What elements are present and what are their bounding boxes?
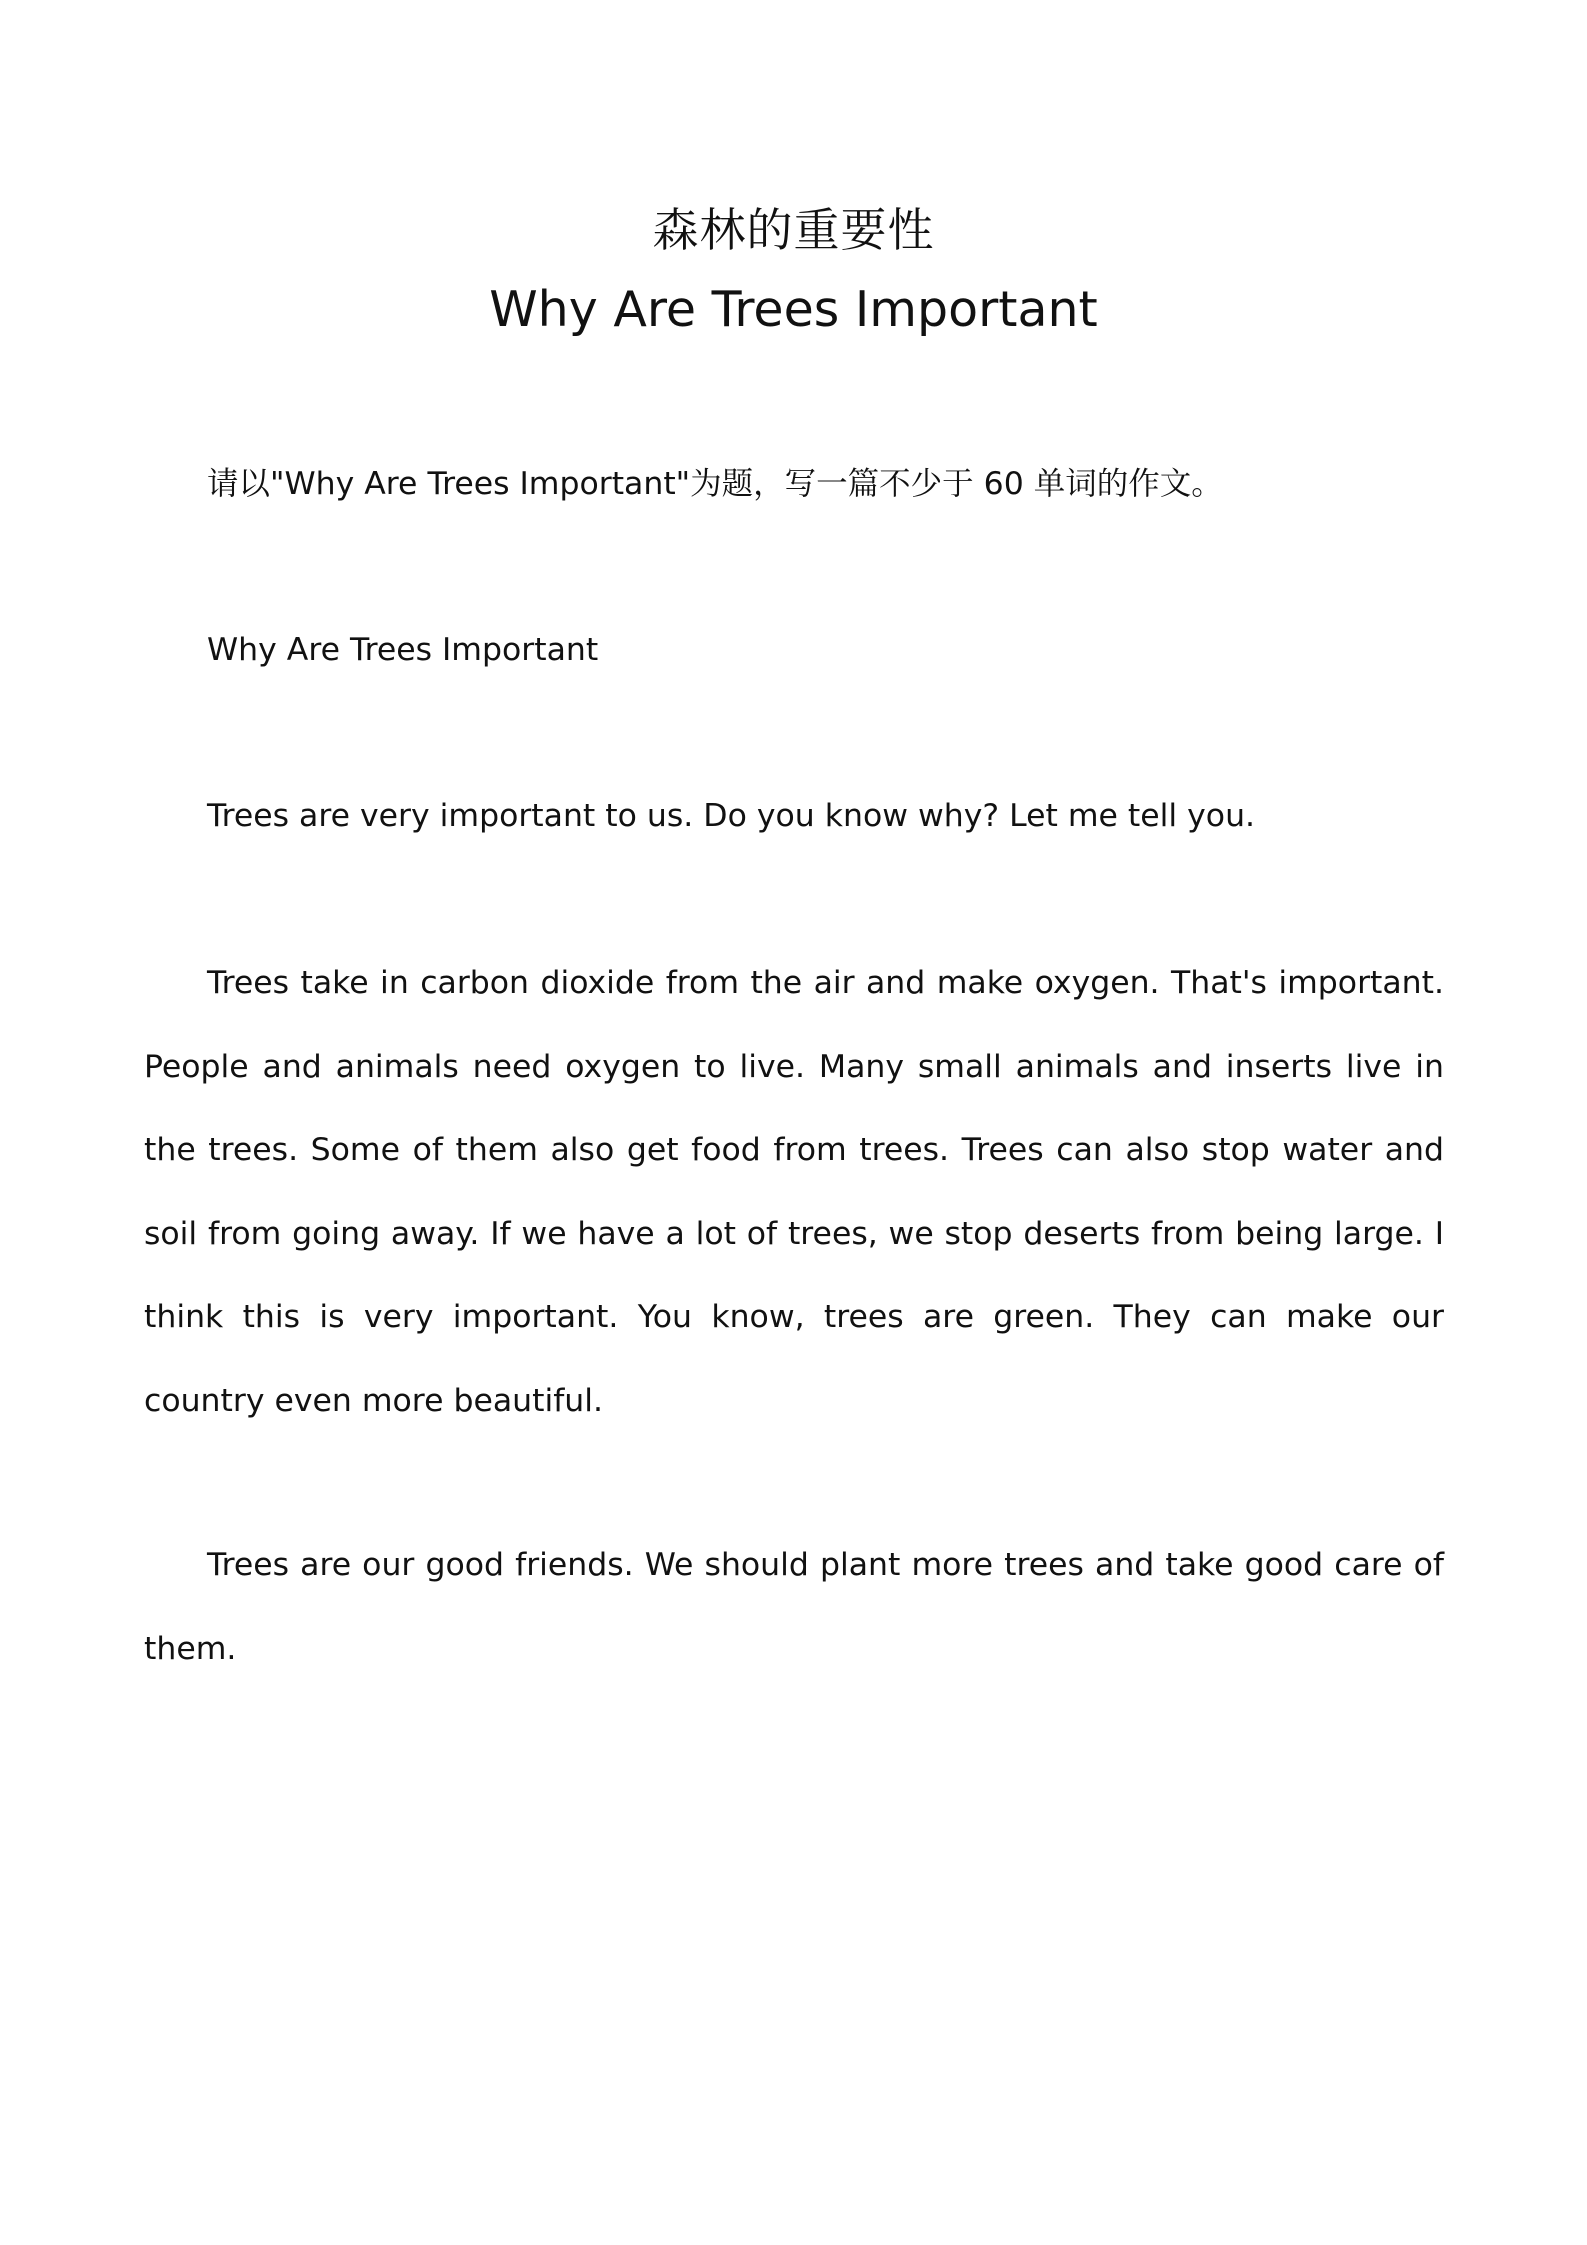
essay-heading: Why Are Trees Important: [207, 632, 599, 668]
title-chinese: 森林的重要性: [652, 203, 935, 257]
essay-heading-block: [144, 609, 1444, 693]
paragraph-intro-block: [144, 775, 1444, 859]
paragraph-closing-block: [144, 1524, 1444, 1691]
paragraph-main-block: [144, 942, 1444, 1443]
essay-prompt-block: [144, 443, 1444, 527]
paragraph-closing: Trees are our good friends. We should plant more trees and take good care of them.: [144, 1547, 1444, 1667]
paragraph-main: Trees take in carbon dioxide from the air and make oxygen. That's important. People and animals need oxygen to live. Many small animals and inserts live in the trees. Some of them also get food from trees. Trees can also stop water and soil from going away. If we have a lot of trees, we stop deserts from being large. I think this is very important. You know, trees are green. They can make our country even more beautiful.: [144, 965, 1444, 1419]
paragraph-intro: Trees are very important to us. Do you know why? Let me tell you.: [207, 798, 1256, 834]
title-english: Why Are Trees Important: [489, 281, 1098, 338]
title-block: [0, 200, 1587, 342]
essay-prompt: 请以"Why Are Trees Important"为题，写一篇不少于 60 单词的作文。: [207, 466, 1223, 502]
